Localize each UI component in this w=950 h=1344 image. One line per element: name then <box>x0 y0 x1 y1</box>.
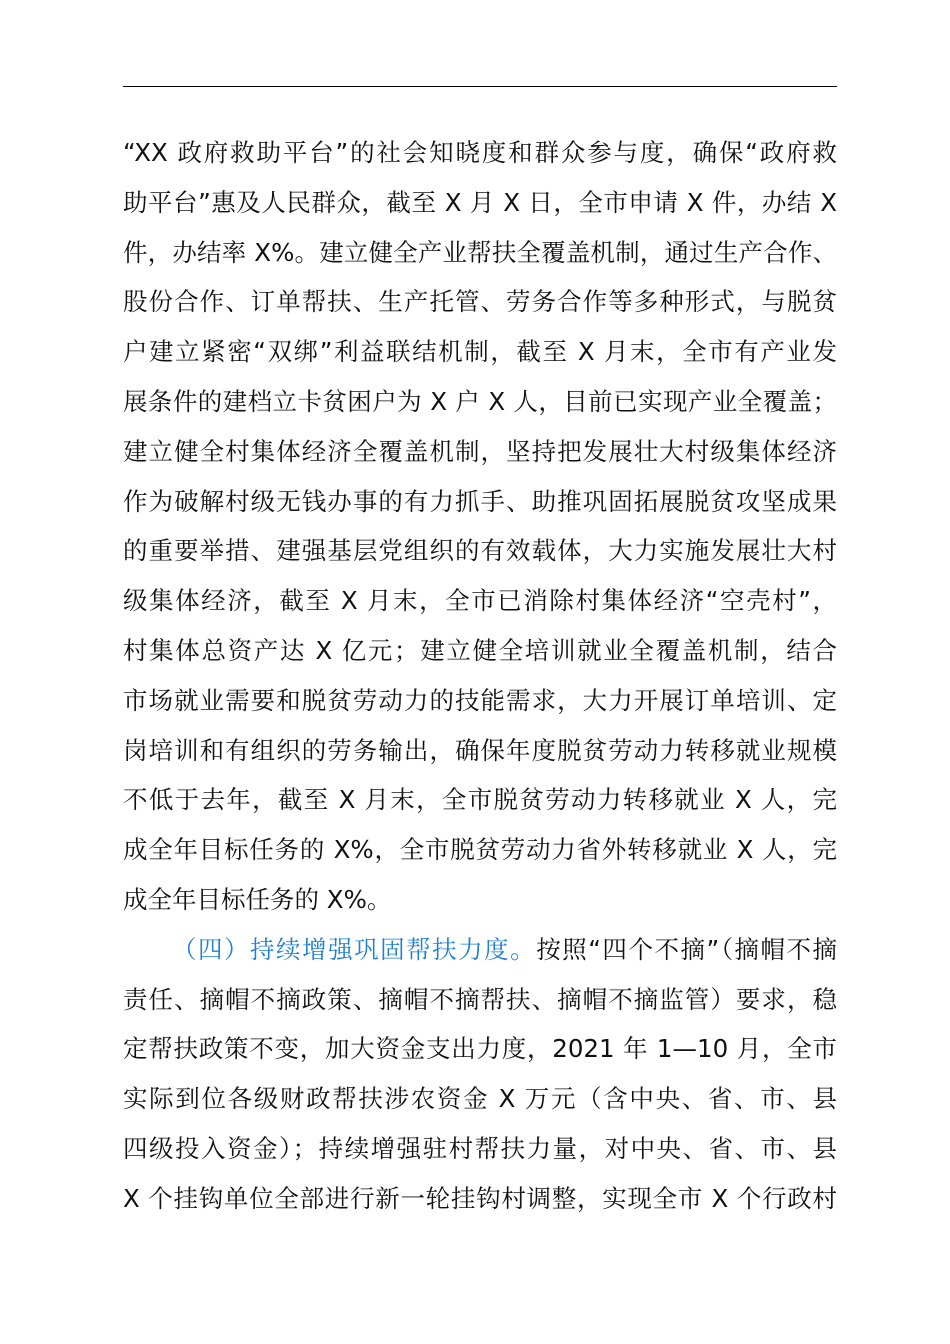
text-line: 级集体经济，截至 X 月末，全市已消除村集体经济“空壳村”， <box>123 586 837 616</box>
text-line: 不低于去年，截至 X 月末，全市脱贫劳动力转移就业 X 人，完 <box>123 785 837 815</box>
text-line: X 个挂钩单位全部进行新一轮挂钩村调整，实现全市 X 个行政村 <box>123 1183 837 1213</box>
text-line: 岗培训和有组织的劳务输出，确保年度脱贫劳动力转移就业规模 <box>123 735 837 765</box>
paragraph-2 <box>123 925 837 1224</box>
paragraph-2-first-line <box>123 925 837 975</box>
section-heading: （四）持续增强巩固帮扶力度。 <box>172 934 537 964</box>
text-line: 展条件的建档立卡贫困户为 X 户 X 人，目前已实现产业全覆盖； <box>123 386 837 416</box>
text-line: 的重要举措、建强基层党组织的有效载体，大力实施发展壮大村 <box>123 536 837 566</box>
text-span: 按照“四个不摘”（摘帽不摘 <box>536 934 838 964</box>
text-line: “XX 政府救助平台”的社会知晓度和群众参与度，确保“政府救 <box>123 138 837 167</box>
text-line: 成全年目标任务的 X%，全市脱贫劳动力省外转移就业 X 人，完 <box>123 835 837 865</box>
text-line: 责任、摘帽不摘政策、摘帽不摘帮扶、摘帽不摘监管）要求，稳 <box>123 984 837 1014</box>
text-line: 股份合作、订单帮扶、生产托管、劳务合作等多种形式，与脱贫 <box>123 287 837 317</box>
text-line: 助平台”惠及人民群众，截至 X 月 X 日，全市申请 X 件，办结 X <box>123 187 837 217</box>
text-line: 四级投入资金）；持续增强驻村帮扶力量，对中央、省、市、县 <box>123 1133 837 1163</box>
text-line: 作为破解村级无钱办事的有力抓手、助推巩固拓展脱贫攻坚成果 <box>123 486 837 516</box>
paragraph-1 <box>123 128 837 925</box>
text-line: 市场就业需要和脱贫劳动力的技能需求，大力开展订单培训、定 <box>123 685 837 715</box>
text-line: 件，办结率 X%。建立健全产业帮扶全覆盖机制，通过生产合作、 <box>123 237 837 267</box>
text-line: 建立健全村集体经济全覆盖机制，坚持把发展壮大村级集体经济 <box>123 436 837 466</box>
document-body <box>123 128 837 1224</box>
header-rule <box>123 86 837 87</box>
text-line: 定帮扶政策不变，加大资金支出力度，2021 年 1—10 月，全市 <box>123 1034 837 1064</box>
text-line: 成全年目标任务的 X%。 <box>123 884 392 914</box>
text-line: 实际到位各级财政帮扶涉农资金 X 万元（含中央、省、市、县 <box>123 1084 837 1114</box>
text-line: 村集体总资产达 X 亿元；建立健全培训就业全覆盖机制，结合 <box>123 635 837 665</box>
text-line: 户建立紧密“双绑”利益联结机制，截至 X 月末，全市有产业发 <box>123 337 837 367</box>
